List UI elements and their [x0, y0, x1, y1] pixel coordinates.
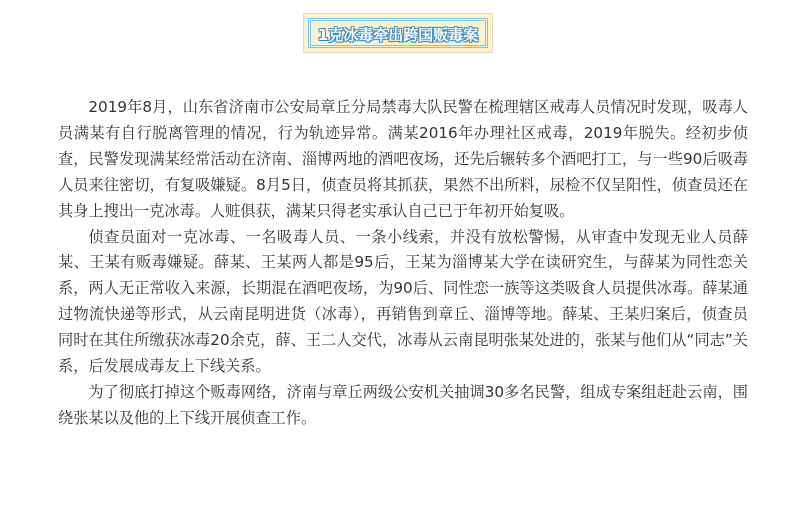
- paragraph-2: 侦查员面对一克冰毒、一名吸毒人员、一条小线索，并没有放松警惕，从审查中发现无业人员薛某、王某有贩毒嫌疑。薛某、王某两人都是95后，王某为淄博某大学在读研究生，与薛某为同性恋关系，两人无正常收入来源，长期混在酒吧夜场，为90后、同性恋一族等这类吸食人员提供冰毒。薛某通过物流快递等形式，从云南昆明进货（冰毒），再销售到章丘、淄博等地。薛某、王某归案后，侦查员同时在其住所缴获冰毒20余克，薛、王二人交代，冰毒从云南昆明张某处进的，张某与他们从“同志”关系，后发展成毒友上下线关系。: [58, 227, 748, 376]
- paragraph-1: 2019年8月，山东省济南市公安局章丘分局禁毒大队民警在梳理辖区戒毒人员情况时发现，吸毒人员满某有自行脱离管理的情况，行为轨迹异常。满某2016年办理社区戒毒，2019年脱失。经初步侦查，民警发现满某经常活动在济南、淄博两地的酒吧夜场，还先后辗转多个酒吧打工，与一些90后吸毒人员来往密切，有复吸嫌疑。8月5日，侦查员将其抓获，果然不出所料，尿检不仅呈阳性，侦查员还在其身上搜出一克冰毒。人赃俱获，满某只得老实承认自己已于年初开始复吸。: [58, 98, 748, 220]
- article-title: 1克冰毒牵出跨国贩毒案: [317, 26, 479, 44]
- title-banner: [303, 13, 493, 53]
- paragraph-3: 为了彻底打掉这个贩毒网络，济南与章丘两级公安机关抽调30多名民警，组成专案组赶赴云南，围绕张某以及他的上下线开展侦查工作。: [58, 382, 748, 427]
- article-body: [58, 95, 748, 432]
